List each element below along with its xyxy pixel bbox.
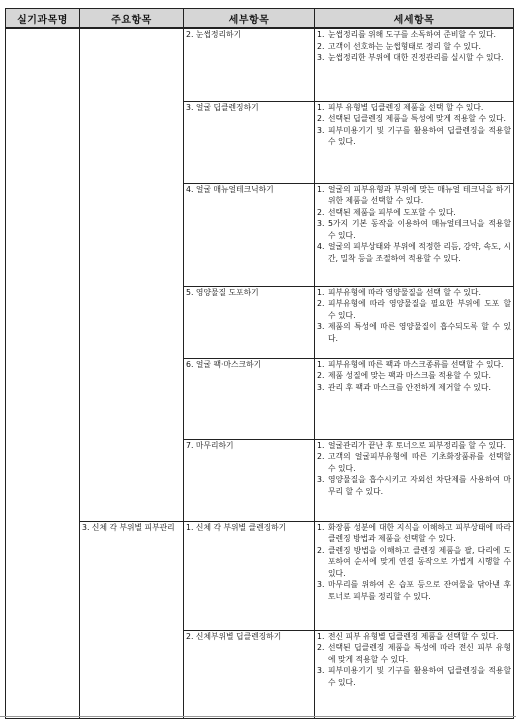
detail-item [317,440,511,452]
detail-item-number: 1. [317,30,325,39]
detail-item-text: 피부유형에 따라 영양물질을 선택 할 수 있다. [328,287,481,297]
detail-item-text: 선택된 딥클렌징 제품을 특성에 따라 전신 피부 유형에 맞게 적용할 수 있다. [328,643,511,664]
sub-item-cell [184,183,315,286]
sub-item-cell [184,28,315,101]
sub-item-title: 6. 얼굴 팩·마스크하기 [186,359,262,369]
detail-item [317,382,511,394]
detail-item [317,642,511,665]
detail-item-text: 마무리를 위하여 온 습포 등으로 잔여물을 닦아낸 후 토너로 피부를 정리할 수 있다. [328,580,511,601]
header-main-item: 주요항목 [80,9,184,29]
sub-item-cell [184,521,315,630]
detail-item-number: 3. [317,382,325,392]
exam-criteria-table [5,8,514,719]
detail-item-text: 얼굴의 피부상태와 부위에 적정한 리듬, 강약, 속도, 시간, 밀착 등을 조절하여 적용할 수 있다. [328,242,511,263]
detail-item [317,359,511,371]
detail-item [317,321,511,344]
detail-item-number: 1. [317,522,325,532]
main-item-cell [80,28,184,521]
table-row [6,28,514,101]
detail-cell [315,28,514,101]
detail-item-text: 눈썹정리를 위해 도구를 소독하여 준비할 수 있다. [328,30,496,39]
detail-item [317,41,511,53]
detail-cell [315,439,514,521]
detail-item-number: 2. [317,207,325,217]
table-row [6,521,514,630]
detail-item-text: 피부유형에 따라 영양물질을 필요한 부위에 도포 할 수 있다. [328,299,511,320]
detail-cell [315,183,514,286]
detail-cell [315,521,514,630]
detail-item [317,287,511,299]
detail-item-text: 눈썹정리한 부위에 대한 진정관리를 실시할 수 있다. [328,53,504,62]
detail-cell [315,101,514,183]
detail-item-text: 화장품 성분에 대한 지식을 이해하고 피부상태에 따라 클렌징 방법과 제품을 선택할 수 있다. [328,522,511,543]
detail-item [317,184,511,207]
detail-item-text: 관리 후 팩과 마스크를 안전하게 제거할 수 있다. [328,382,491,392]
detail-cell [315,286,514,358]
detail-item-number: 1. [317,287,325,297]
detail-item-number: 3. [317,475,325,484]
detail-item [317,298,511,321]
detail-item-number: 2. [317,452,325,461]
detail-item-text: 제품의 특성에 따른 영양물질이 흡수되도록 할 수 있다. [328,322,511,343]
detail-item-number: 3. [317,666,325,675]
header-subject: 실기과목명 [6,9,80,29]
sub-item-title: 4. 얼굴 매뉴얼테크닉하기 [186,184,274,194]
detail-item-number: 2. [317,299,325,308]
detail-item [317,207,511,219]
detail-item-number: 1. [317,359,325,369]
detail-item [317,665,511,688]
detail-item [317,29,511,41]
detail-item-text: 피부미용기기 및 기구를 활용하여 딥클렌징을 적용할 수 있다. [328,125,511,146]
detail-item [317,370,511,382]
detail-item-number: 2. [317,371,325,380]
detail-item-number: 3. [317,125,325,135]
main-item-cell [80,521,184,718]
sub-item-cell [184,101,315,183]
detail-item-number: 1. [317,102,325,112]
detail-item-number: 2. [317,114,325,123]
detail-item-number: 3. [317,53,325,62]
detail-item [317,631,511,643]
detail-item-text: 선택된 딥클렌징 제품을 특성에 맞게 적용할 수 있다. [328,114,506,123]
detail-item-number: 2. [317,643,325,652]
detail-item-text: 고객의 얼굴피부유형에 따른 기초화장품류를 선택할 수 있다. [328,452,511,473]
detail-item-number: 2. [317,545,325,555]
sub-item-title: 1. 신체 각 부위별 클렌징하기 [186,522,287,532]
header-sub-item: 세부항목 [184,9,315,29]
sub-item-cell [184,358,315,439]
detail-item-text: 제품 성질에 맞는 팩과 마스크를 적용할 수 있다. [328,371,491,380]
header-detail-item: 세세항목 [315,9,514,29]
header-row [6,9,514,29]
detail-item [317,52,511,64]
detail-item [317,102,511,114]
detail-item-number: 4. [317,242,325,251]
detail-cell [315,358,514,439]
sub-item-title: 2. 눈썹정리하기 [186,30,242,39]
subject-cell [6,28,80,718]
detail-item [317,545,511,580]
detail-item-text: 선택된 제품을 피부에 도포할 수 있다. [328,207,456,217]
detail-item-text: 영양물질을 흡수시키고 자외선 차단제를 사용하여 마무리 할 수 있다. [328,475,511,496]
detail-item-text: 피부유형에 따른 팩과 마스크종류를 선택할 수 있다. [328,359,504,369]
detail-item-text: 고객이 선호하는 눈썹형태로 정리 할 수 있다. [328,41,481,51]
detail-item [317,522,511,545]
detail-item-text: 전신 피부 유형별 딥클렌징 제품을 선택할 수 있다. [328,631,499,641]
detail-item [317,113,511,125]
detail-item-number: 1. [317,440,325,450]
page-bottom-rule [0,716,516,717]
detail-item [317,125,511,148]
detail-item [317,241,511,264]
detail-item-number: 2. [317,41,325,51]
detail-item-number: 3. [317,219,325,228]
detail-item-number: 3. [317,580,325,589]
sub-item-title: 5. 영양물질 도포하기 [186,287,259,297]
detail-item-text: 클렌징 방법을 이해하고 클렌징 제품을 팔, 다리에 도포하여 순서에 맞게 연결 동작으로 가볍게 시행할 수 있다. [328,545,511,578]
detail-item-text: 피부 유형별 딥클렌징 제품을 선택 할 수 있다. [328,102,484,112]
detail-item-number: 1. [317,184,325,194]
detail-item [317,474,511,497]
detail-item [317,218,511,241]
sub-item-title: 3. 얼굴 딥클렌징하기 [186,102,259,112]
detail-item-text: 얼굴의 피부유형과 부위에 맞는 매뉴얼 테크닉을 하기 위한 제품을 선택할 수 있다. [328,184,511,205]
detail-item [317,579,511,602]
detail-item-number: 1. [317,631,325,641]
table-body [6,28,514,718]
sub-item-cell [184,630,315,718]
detail-item [317,451,511,474]
detail-cell [315,630,514,718]
detail-item-number: 3. [317,322,325,331]
sub-item-title: 2. 신체부위별 딥클렌징하기 [186,631,282,641]
sub-item-title: 7. 마무리하기 [186,440,234,450]
sub-item-cell [184,439,315,521]
detail-item-text: 얼굴관리가 끝난 후 토너으로 피부정리를 할 수 있다. [328,440,506,450]
sub-item-cell [184,286,315,358]
detail-item-text: 5가지 기본 동작을 이용하여 매뉴얼테크닉을 적용할 수 있다. [328,219,511,240]
detail-item-text: 피부미용기기 및 기구를 활용하여 딥클렌징을 적용할 수 있다. [328,666,511,687]
main-item-label: 3. 신체 각 부위별 피부관리 [82,522,175,532]
